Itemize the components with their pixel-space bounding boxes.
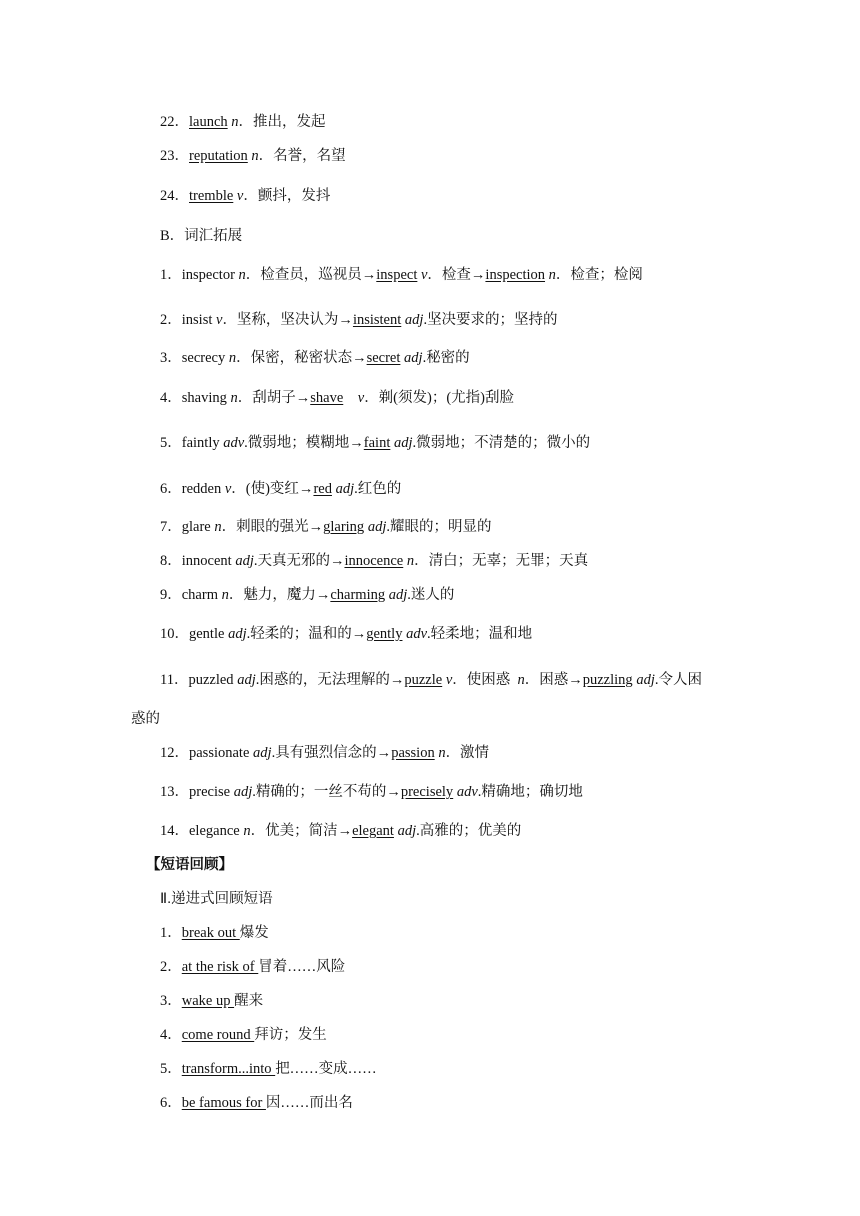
definition: .轻柔的；温和的→ (246, 626, 367, 642)
phrase-definition: 冒着……风险 (258, 959, 346, 975)
phrase-text: break out (181, 925, 240, 941)
vocab-item-continuation: 惑的 (131, 711, 160, 727)
vocab-item (160, 146, 346, 166)
derived-word: puzzling (582, 672, 633, 688)
phrase-text: wake up (181, 993, 235, 1009)
derived-word: insistent (352, 312, 402, 328)
vocab-item (160, 517, 491, 537)
base-word: gentle (189, 626, 225, 642)
base-word: shaving (181, 390, 227, 406)
part-of-speech: n (238, 267, 246, 283)
derived-word: glaring (323, 519, 365, 535)
item-number: 10． (160, 626, 189, 642)
vocab-item (160, 265, 643, 285)
part-of-speech: adv (406, 626, 428, 642)
part-of-speech: adj (228, 626, 247, 642)
vocab-word: reputation (189, 148, 248, 164)
definition: ．清白；无辜；无罪；天真 (414, 553, 589, 569)
vocab-item (160, 551, 588, 571)
phrase-text: at the risk of (181, 959, 259, 975)
base-word: charm (181, 587, 218, 603)
definition: .精确地；确切地 (477, 784, 583, 800)
item-number: 3． (160, 350, 182, 366)
base-word: redden (181, 481, 222, 497)
part-of-speech: n (230, 390, 238, 406)
part-of-speech: v (224, 481, 232, 497)
part-of-speech: adj (253, 745, 272, 761)
definition: .轻柔地；温和地 (427, 626, 533, 642)
part-of-speech: adj (394, 435, 413, 451)
vocab-item (160, 310, 558, 330)
part-of-speech: n (221, 587, 229, 603)
definition: ．检查员，巡视员→ (245, 267, 377, 283)
vocab-item (160, 479, 401, 499)
part-of-speech: adj (388, 587, 408, 603)
phrase-item (160, 923, 269, 943)
phrase-definition: 拜访；发生 (254, 1027, 327, 1043)
base-word: puzzled (188, 672, 234, 688)
phrase-item (160, 1093, 353, 1113)
derived-word: elegant (352, 823, 394, 839)
part-of-speech: adj (233, 784, 253, 800)
item-number: 24． (160, 188, 189, 204)
definition: .红色的 (354, 481, 402, 497)
vocab-item (160, 388, 514, 408)
part-of-speech: n (214, 519, 222, 535)
item-number: 7． (160, 519, 182, 535)
item-number: 3． (160, 993, 182, 1009)
definition: ．刮胡子→ (237, 390, 311, 406)
item-number: 11． (160, 672, 189, 688)
part-of-speech: n (228, 350, 237, 366)
base-word: precise (189, 784, 231, 800)
phrase-definition: 爆发 (239, 925, 269, 941)
definition: ．推出，发起 (238, 114, 326, 130)
item-number: 2． (160, 959, 182, 975)
derived-word: shave (310, 390, 344, 406)
part-of-speech: v (445, 672, 453, 688)
phrase-review-subheading: Ⅱ.递进式回顾短语 (160, 891, 273, 907)
derived-word: inspection (485, 267, 546, 283)
vocab-item (160, 624, 532, 644)
definition: ．检查→ (427, 267, 486, 283)
vocab-item (160, 782, 583, 802)
definition: ．剃(须发)；(尤指)刮脸 (364, 390, 515, 406)
part-of-speech: adj (404, 312, 424, 328)
definition: ．颤抖，发抖 (243, 188, 331, 204)
vocab-item (160, 743, 489, 763)
item-number: 14． (160, 823, 189, 839)
vocab-item (160, 433, 590, 453)
definition: ．使困惑 (452, 672, 514, 688)
part-of-speech: n (517, 672, 525, 688)
definition: .天真无邪的→ (253, 553, 345, 569)
derived-word: puzzle (404, 672, 443, 688)
base-word: elegance (189, 823, 240, 839)
item-number: 8． (160, 553, 182, 569)
definition: .微弱地；不清楚的；微小的 (412, 435, 591, 451)
part-of-speech: adj (397, 823, 417, 839)
derived-word: secret (366, 350, 401, 366)
item-number: 22． (160, 114, 189, 130)
item-number: 2． (160, 312, 182, 328)
base-word: innocent (181, 553, 232, 569)
base-word: glare (181, 519, 211, 535)
part-of-speech: n (243, 823, 251, 839)
definition: .微弱地；模糊地→ (244, 435, 364, 451)
part-of-speech: v (216, 312, 223, 328)
derived-word: faint (363, 435, 391, 451)
part-of-speech: n (406, 553, 415, 569)
item-number: 1． (160, 267, 182, 283)
definition: ．刺眼的强光→ (221, 519, 324, 535)
phrase-item (160, 1025, 327, 1045)
definition: ．名誉，名望 (258, 148, 346, 164)
part-of-speech: adj (636, 672, 655, 688)
phrase-definition: 把……变成…… (275, 1061, 377, 1077)
part-of-speech: n (251, 148, 259, 164)
item-number: 5． (160, 1061, 182, 1077)
item-number: 13． (160, 784, 189, 800)
item-number: 5． (160, 435, 182, 451)
phrase-review-heading: 【短语回顾】 (146, 857, 233, 873)
phrase-text: come round (181, 1027, 255, 1043)
item-number: 6． (160, 481, 182, 497)
definition: .困惑的，无法理解的→ (255, 672, 405, 688)
definition: ．检查；检阅 (555, 267, 643, 283)
definition: .耀眼的；明显的 (386, 519, 492, 535)
base-word: faintly (181, 435, 220, 451)
item-number: 4． (160, 390, 182, 406)
part-of-speech: adj (237, 672, 256, 688)
definition: .迷人的 (407, 587, 455, 603)
definition: ．魅力，魔力→ (228, 587, 331, 603)
phrase-item (160, 957, 345, 977)
vocab-item (160, 821, 521, 841)
vocab-word: launch (189, 114, 228, 130)
base-word: insist (181, 312, 213, 328)
derived-word: charming (330, 587, 386, 603)
item-number: 23． (160, 148, 189, 164)
definition: ．困惑→ (524, 672, 583, 688)
part-of-speech: n (231, 114, 239, 130)
phrase-definition: 醒来 (234, 993, 264, 1009)
definition: .高雅的；优美的 (416, 823, 522, 839)
item-number: 12． (160, 745, 189, 761)
phrase-text: be famous for (181, 1095, 266, 1111)
part-of-speech: adj (404, 350, 423, 366)
definition: .具有强烈信念的→ (271, 745, 392, 761)
base-word: passionate (189, 745, 250, 761)
vocab-item (160, 585, 454, 605)
part-of-speech: n (548, 267, 556, 283)
definition: ．激情 (445, 745, 490, 761)
derived-word: gently (366, 626, 403, 642)
part-of-speech: n (438, 745, 446, 761)
definition: .精确的；一丝不苟的→ (252, 784, 401, 800)
part-of-speech: adj (235, 553, 254, 569)
base-word: inspector (181, 267, 235, 283)
vocab-item (160, 186, 330, 206)
base-word: secrecy (181, 350, 226, 366)
definition: ．坚称，坚决认为→ (222, 312, 353, 328)
vocab-item (160, 670, 702, 690)
definition: ．优美；简洁→ (250, 823, 353, 839)
item-number: 9． (160, 587, 182, 603)
item-number: 1． (160, 925, 182, 941)
definition: ．(使)变红→ (231, 481, 314, 497)
part-of-speech: v (357, 390, 365, 406)
derived-word: red (313, 481, 332, 497)
phrase-item (160, 1059, 377, 1079)
part-of-speech: v (236, 188, 244, 204)
phrase-definition: 因……而出名 (265, 1095, 353, 1111)
part-of-speech: v (420, 267, 428, 283)
definition: .令人困 (654, 672, 702, 688)
vocab-item (160, 112, 326, 132)
derived-word: passion (391, 745, 435, 761)
definition: ．保密，秘密状态→ (236, 350, 367, 366)
part-of-speech: adv (456, 784, 478, 800)
definition: .秘密的 (422, 350, 470, 366)
part-of-speech: adj (367, 519, 387, 535)
vocab-word: tremble (189, 188, 234, 204)
phrase-item (160, 991, 263, 1011)
part-of-speech: adv (223, 435, 245, 451)
part-of-speech: adj (335, 481, 355, 497)
section-b-title: B．词汇拓展 (160, 228, 243, 244)
derived-word: precisely (400, 784, 454, 800)
item-number: 4． (160, 1027, 182, 1043)
derived-word: inspect (376, 267, 418, 283)
definition: .坚决要求的；坚持的 (423, 312, 558, 328)
vocab-item (160, 348, 470, 368)
item-number: 6． (160, 1095, 182, 1111)
phrase-text: transform...into (181, 1061, 276, 1077)
derived-word: innocence (344, 553, 404, 569)
